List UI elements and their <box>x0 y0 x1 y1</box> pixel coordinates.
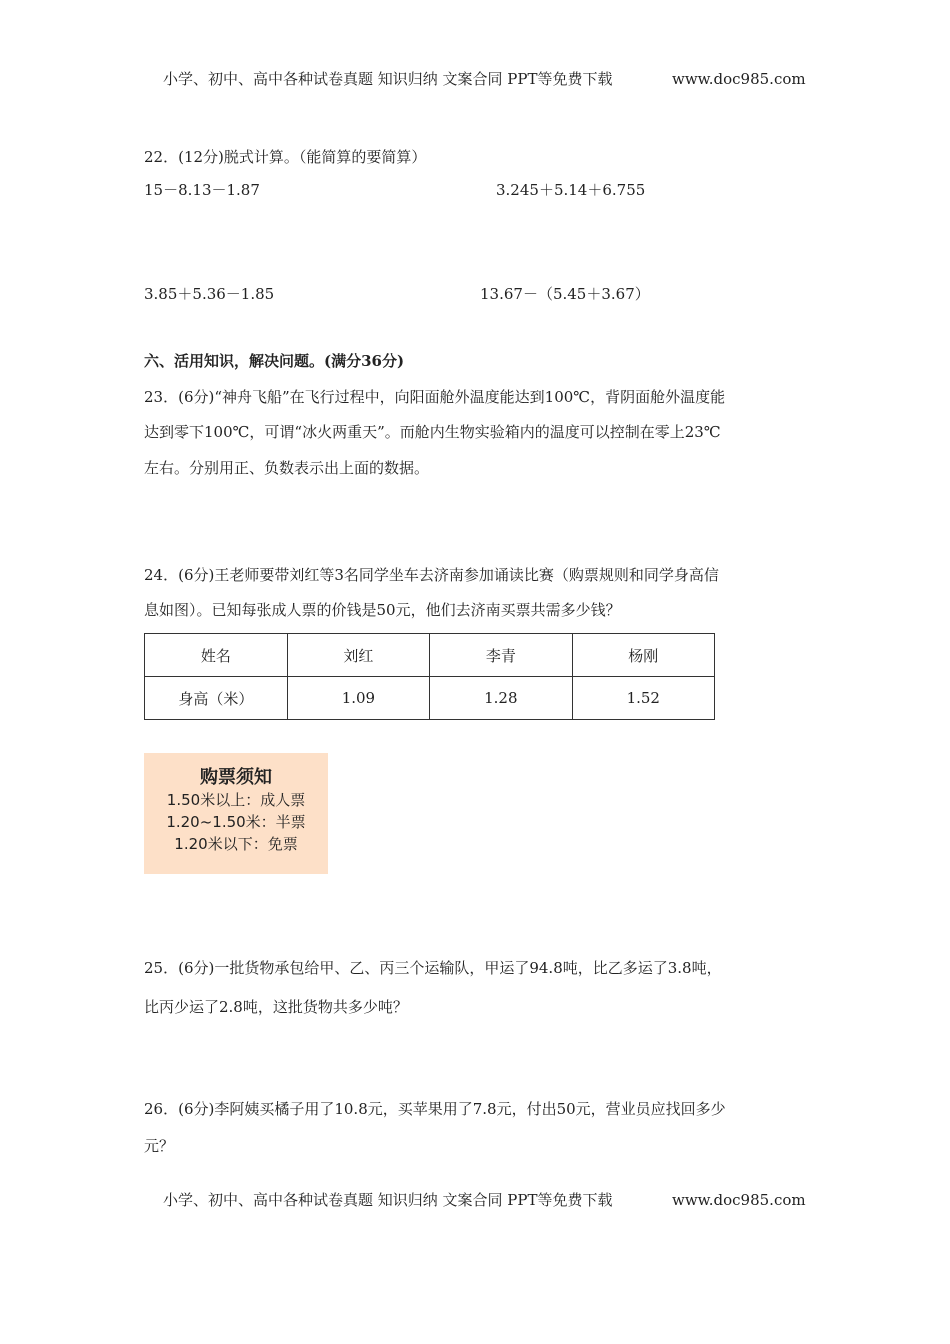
q26-line: 元？ <box>144 1137 175 1155</box>
q24-line: 息如图）。已知每张成人票的价钱是50元，他们去济南买票共需多少钱？ <box>144 601 621 619</box>
q23-line: 左右。分别用正、负数表示出上面的数据。 <box>144 459 430 477</box>
section-heading: 六、活用知识，解决问题。(满分36分) <box>144 352 405 370</box>
ticket-notice-image <box>144 753 328 874</box>
notice-line: 1.20米以下：免票 <box>174 835 298 853</box>
footer-url[interactable]: www.doc985.com <box>672 1191 806 1209</box>
expr-2: 3.245＋5.14＋6.755 <box>496 181 646 199</box>
table-cell: 杨刚 <box>572 634 714 677</box>
height-table <box>144 633 715 720</box>
header-text: 小学、初中、高中各种试卷真题 知识归纳 文案合同 PPT等免费下载 <box>163 70 613 88</box>
notice-line: 1.20~1.50米：半票 <box>166 813 306 831</box>
notice-line: 1.50米以上：成人票 <box>166 791 306 809</box>
notice-title: 购票须知 <box>200 767 272 788</box>
table-cell: 李青 <box>430 634 572 677</box>
table-row <box>145 677 715 720</box>
footer-text: 小学、初中、高中各种试卷真题 知识归纳 文案合同 PPT等免费下载 <box>163 1191 613 1209</box>
expr-4: 13.67－（5.45＋3.67） <box>480 285 650 303</box>
table-cell: 1.52 <box>572 677 714 720</box>
table-cell: 1.09 <box>287 677 429 720</box>
q23-line: 23．(6分)“神舟飞船”在飞行过程中，向阳面舱外温度能达到100℃，背阴面舱外温度能 <box>144 388 726 406</box>
q24-line: 24．(6分)王老师要带刘红等3名同学坐车去济南参加诵读比赛（购票规则和同学身高信 <box>144 566 719 584</box>
table-row <box>145 634 715 677</box>
header-url[interactable]: www.doc985.com <box>672 70 806 88</box>
table-cell: 身高（米） <box>145 677 288 720</box>
q25-line: 比丙少运了2.8吨，这批货物共多少吨？ <box>144 998 408 1016</box>
q22-title: 22．(12分)脱式计算。（能简算的要简算） <box>144 148 427 166</box>
expr-3: 3.85＋5.36－1.85 <box>144 285 275 303</box>
q25-line: 25．(6分)一批货物承包给甲、乙、丙三个运输队，甲运了94.8吨，比乙多运了3.8吨， <box>144 959 722 977</box>
table-cell: 1.28 <box>430 677 572 720</box>
table-cell: 刘红 <box>287 634 429 677</box>
q23-line: 达到零下100℃，可谓“冰火两重天”。而舱内生物实验箱内的温度可以控制在零上23℃ <box>144 423 721 441</box>
table-cell: 姓名 <box>145 634 288 677</box>
expr-1: 15－8.13－1.87 <box>144 181 260 199</box>
q26-line: 26．(6分)李阿姨买橘子用了10.8元，买苹果用了7.8元，付出50元，营业员应找回多少 <box>144 1100 726 1118</box>
